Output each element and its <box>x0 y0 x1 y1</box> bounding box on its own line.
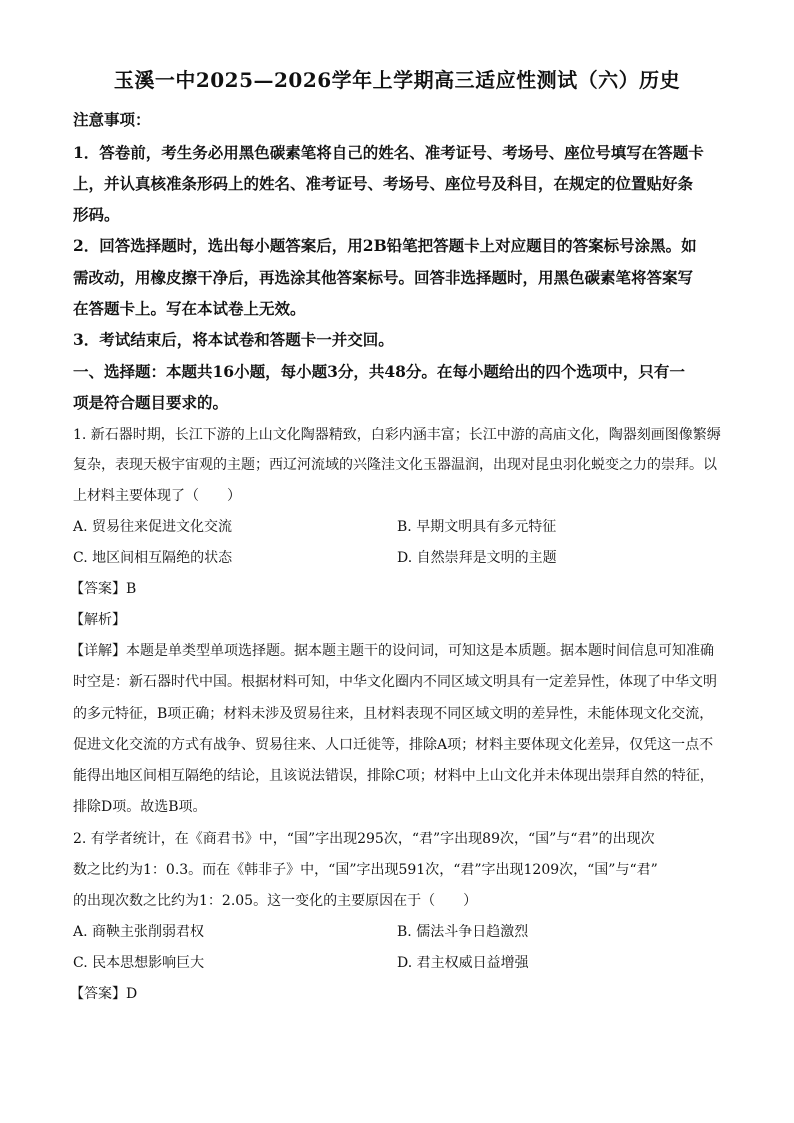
page-title: 玉溪一中2025—2026学年上学期高三适应性测试（六）历史 <box>113 68 681 92</box>
question-2-stem: 的出现次数之比约为1：2.05。这一变化的主要原因在于（ ） <box>73 893 478 909</box>
question-2-option-b: B. 儒法斗争日趋激烈 <box>397 924 529 940</box>
question-1-detail: 【详解】本题是单类型单项选择题。据本题主题干的设问词，可知这是本质题。据本题时间信息可知准确 <box>70 643 714 659</box>
question-2-option-d: D. 君主权威日益增强 <box>397 955 529 971</box>
question-2-option-c: C. 民本思想影响巨大 <box>73 955 205 971</box>
question-2-stem: 2. 有学者统计，在《商君书》中，“国”字出现295次，“君”字出现89次，“国”与“君”的出现次 <box>73 831 655 847</box>
question-1-detail: 时空是：新石器时代中国。根据材料可知，中华文化圈内不同区域文明具有一定差异性，体现了中华文明 <box>73 674 717 690</box>
notice-line: 3．考试结束后，将本试卷和答题卡一并交回。 <box>73 330 394 349</box>
notice-line: 1．答卷前，考生务必用黑色碳素笔将自己的姓名、准考证号、考场号、座位号填写在答题卡 <box>73 143 704 162</box>
notice-line: 在答题卡上。写在本试卷上无效。 <box>73 299 306 318</box>
notice-line: 上，并认真核准条形码上的姓名、准考证号、考场号、座位号及科目，在规定的位置贴好条 <box>73 174 694 193</box>
question-1-stem: 复杂，表现天极宇宙观的主题；西辽河流域的兴隆洼文化玉器温润，出现对昆虫羽化蜕变之力的崇拜。以 <box>73 457 717 473</box>
question-1-detail: 排除D项。故选B项。 <box>73 799 207 815</box>
notice-line: 形码。 <box>73 205 120 224</box>
section-heading: 项是符合题目要求的。 <box>73 393 229 412</box>
notice-line: 需改动，用橡皮擦干净后，再选涂其他答案标号。回答非选择题时，用黑色碳素笔将答案写 <box>73 268 694 287</box>
notice-heading: 注意事项： <box>73 110 151 129</box>
question-2-option-a: A. 商鞅主张削弱君权 <box>73 924 205 940</box>
question-1-detail: 能得出地区间相互隔绝的结论，且该说法错误，排除C项；材料中上山文化并未体现出崇拜自然的特征， <box>73 768 714 784</box>
question-1-stem: 1. 新石器时期，长江下游的上山文化陶器精致，白彩内涵丰富；长江中游的高庙文化，陶器刻画图像繁缛 <box>73 427 721 443</box>
question-1-option-a: A. 贸易往来促进文化交流 <box>73 519 233 535</box>
question-1-option-d: D. 自然崇拜是文明的主题 <box>397 550 557 566</box>
question-1-option-c: C. 地区间相互隔绝的状态 <box>73 550 233 566</box>
question-1-analysis-label: 【解析】 <box>70 612 126 628</box>
notice-line: 2．回答选择题时，选出每小题答案后，用2B铅笔把答题卡上对应题目的答案标号涂黑。如 <box>73 236 697 255</box>
question-1-detail: 的多元特征，B项正确；材料未涉及贸易往来，且材料表现不同区域文明的差异性，未能体现文化交流， <box>73 706 714 722</box>
question-2-answer: 【答案】D <box>70 986 138 1002</box>
question-1-answer: 【答案】B <box>70 581 137 597</box>
question-1-option-b: B. 早期文明具有多元特征 <box>397 519 557 535</box>
question-2-stem: 数之比约为1：0.3。而在《韩非子》中，“国”字出现591次，“君”字出现1209次，“国”与“君” <box>73 862 658 878</box>
question-1-detail: 促进文化交流的方式有战争、贸易往来、人口迁徙等，排除A项；材料主要体现文化差异，仅凭这一点不 <box>73 737 714 753</box>
section-heading: 一、选择题：本题共16小题，每小题3分，共48分。在每小题给出的四个选项中，只有一 <box>73 362 685 381</box>
question-1-stem: 上材料主要体现了（ ） <box>73 488 241 504</box>
